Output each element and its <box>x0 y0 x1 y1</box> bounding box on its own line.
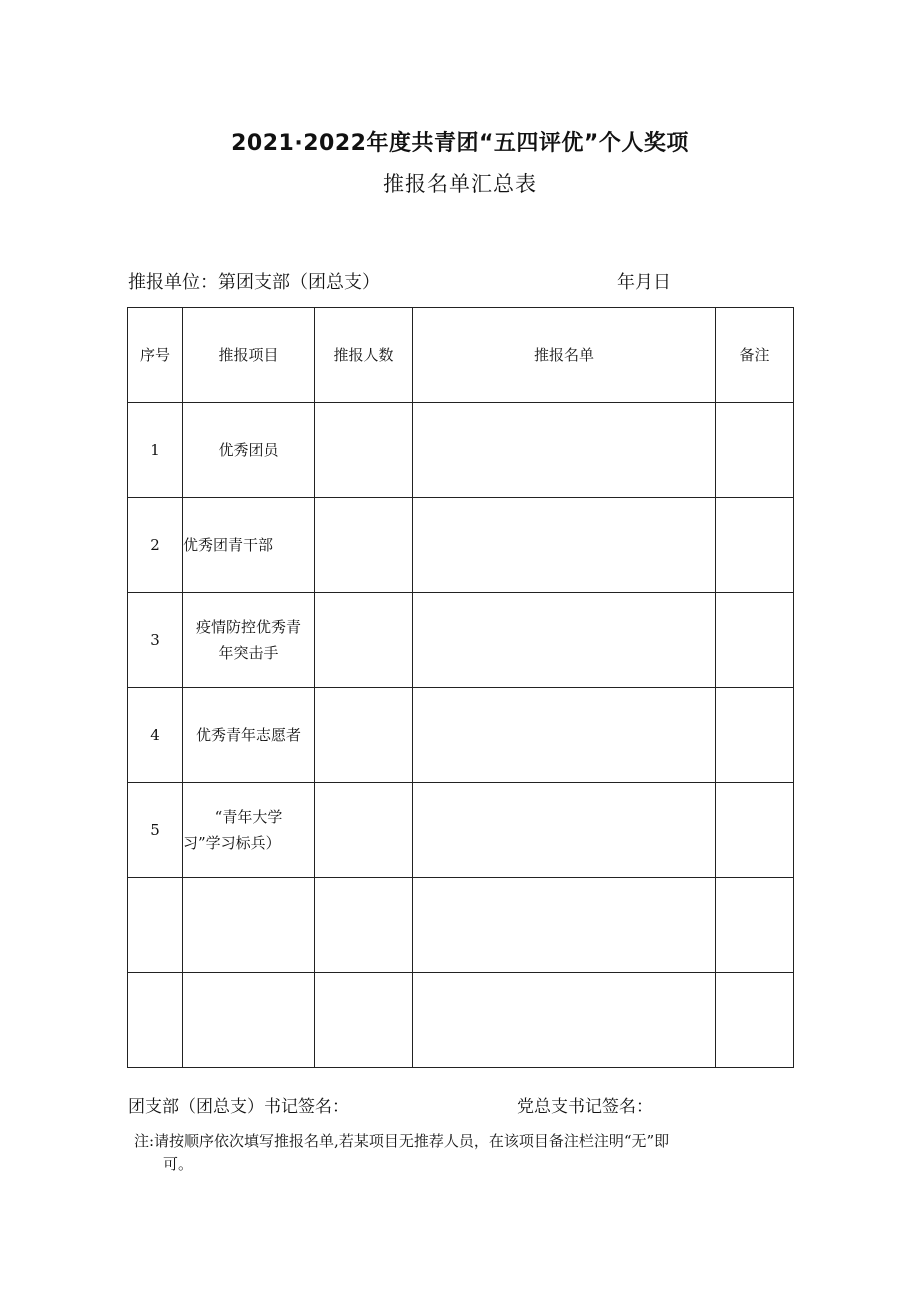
page-subtitle: 推报名单汇总表 <box>383 172 537 196</box>
row-item-line: 优秀团员 <box>218 441 279 459</box>
table-row <box>128 593 794 688</box>
row-count-cell[interactable] <box>315 498 413 593</box>
header-serial: 序号 <box>128 308 183 403</box>
footnote-line: 可。 <box>163 1155 194 1173</box>
branch-secretary-signature: 团支部（团总支）书记签名： <box>128 1097 349 1117</box>
row-namelist-cell[interactable] <box>413 688 716 783</box>
row-item <box>183 593 315 688</box>
row-namelist-cell[interactable] <box>413 878 716 973</box>
header-remarks: 备注 <box>716 308 794 403</box>
row-namelist-cell[interactable] <box>413 403 716 498</box>
party-secretary-signature: 党总支书记签名： <box>517 1097 653 1117</box>
header-namelist: 推报名单 <box>413 308 716 403</box>
row-item <box>183 878 315 973</box>
table-row <box>128 688 794 783</box>
row-serial <box>128 878 183 973</box>
row-item-line: 优秀青年志愿者 <box>195 726 301 744</box>
table-row <box>128 973 794 1068</box>
row-count-cell[interactable] <box>315 403 413 498</box>
row-item <box>183 403 315 498</box>
row-item-line: “青年大学 <box>214 808 283 826</box>
footnote-line: 注:请按顺序依次填写推报名单,若某项目无推荐人员，在该项目备注栏注明“无”即 <box>134 1132 670 1150</box>
row-remarks-cell[interactable] <box>716 498 794 593</box>
table-row <box>128 498 794 593</box>
row-item <box>183 783 315 878</box>
row-namelist-cell[interactable] <box>413 498 716 593</box>
row-serial: 2 <box>128 498 183 593</box>
row-item-line: 年突击手 <box>218 644 279 662</box>
row-count-cell[interactable] <box>315 688 413 783</box>
row-serial: 3 <box>128 593 183 688</box>
row-remarks-cell[interactable] <box>716 593 794 688</box>
row-count-cell[interactable] <box>315 878 413 973</box>
row-remarks-cell[interactable] <box>716 973 794 1068</box>
row-serial: 4 <box>128 688 183 783</box>
row-item <box>183 498 315 593</box>
row-item <box>183 973 315 1068</box>
row-count-cell[interactable] <box>315 973 413 1068</box>
row-serial <box>128 973 183 1068</box>
nomination-table <box>127 307 794 1068</box>
row-serial: 1 <box>128 403 183 498</box>
row-namelist-cell[interactable] <box>413 973 716 1068</box>
row-item-line: 优秀团青干部 <box>183 536 274 554</box>
row-item <box>183 688 315 783</box>
header-item: 推报项目 <box>183 308 315 403</box>
row-item-line: 疫情防控优秀青 <box>195 618 301 636</box>
row-remarks-cell[interactable] <box>716 403 794 498</box>
row-serial: 5 <box>128 783 183 878</box>
nominating-unit-label: 推报单位：第团支部（团总支） <box>128 272 380 293</box>
row-namelist-cell[interactable] <box>413 783 716 878</box>
page-title: 2021·2022年度共青团“五四评优”个人奖项 <box>231 131 689 156</box>
row-namelist-cell[interactable] <box>413 593 716 688</box>
row-remarks-cell[interactable] <box>716 878 794 973</box>
table-row <box>128 783 794 878</box>
header-count: 推报人数 <box>315 308 413 403</box>
row-item-line: 习”学习标兵） <box>183 834 281 852</box>
row-remarks-cell[interactable] <box>716 688 794 783</box>
row-remarks-cell[interactable] <box>716 783 794 878</box>
table-row <box>128 878 794 973</box>
row-count-cell[interactable] <box>315 783 413 878</box>
table-header-row <box>128 308 794 403</box>
date-label: 年月日 <box>617 272 671 293</box>
row-count-cell[interactable] <box>315 593 413 688</box>
table-row <box>128 403 794 498</box>
